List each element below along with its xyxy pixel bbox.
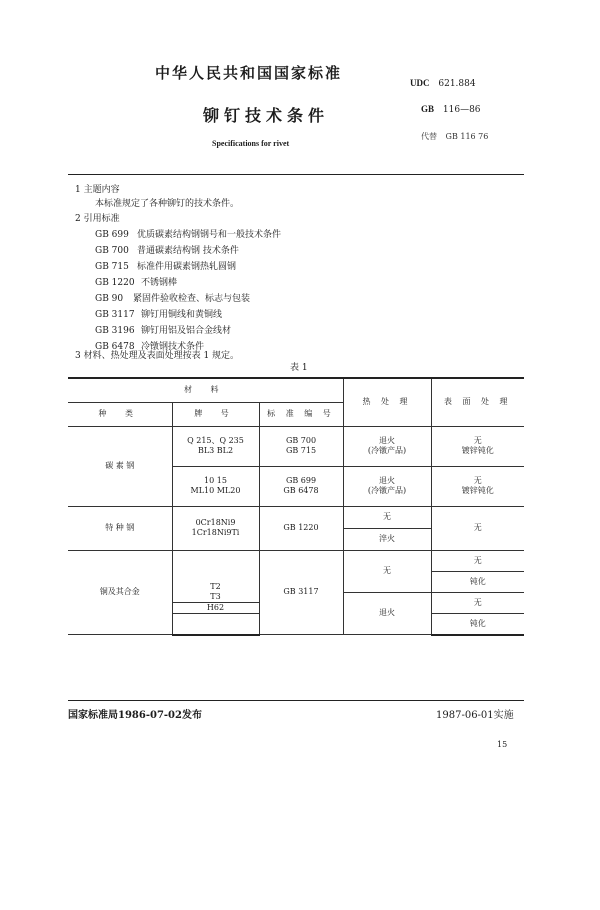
- reference-title: 标准件用碳素钢热轧圆钢: [137, 262, 237, 272]
- grade-cell: T3 H62: [172, 592, 259, 614]
- grade-cell: 0Cr18Ni9 1Cr18Ni9Ti: [172, 506, 259, 550]
- kind-carbon-steel: 碳 素 钢: [68, 426, 172, 506]
- reference-item: [95, 307, 222, 320]
- section-3-text: 3 材料、热处理及表面处理按表 1 规定。: [75, 351, 240, 361]
- udc-value: 621.884: [438, 79, 476, 89]
- kind-special-steel: 特 种 钢: [68, 506, 172, 550]
- reference-title: 铆钉用铜线和黄铜线: [141, 310, 223, 320]
- issue-date: 国家标准局1986-07-02发布: [68, 710, 202, 721]
- heat-cell: 退火 (冷镦产品): [343, 466, 431, 506]
- surface-cell: 无 镀锌钝化: [431, 426, 524, 466]
- reference-item: [95, 291, 250, 304]
- reference-code: GB 6478: [95, 342, 135, 352]
- reference-title: 优质碳素结构钢钢号和一般技术条件: [137, 230, 282, 240]
- reference-code: GB 715: [95, 262, 129, 272]
- surface-cell: 无: [431, 550, 524, 571]
- reference-code: GB 90: [95, 294, 124, 304]
- reference-code: GB 700: [95, 246, 129, 256]
- document-title: 铆钉技术条件: [203, 106, 330, 125]
- section-1-body: 本标准规定了各种铆钉的技术条件。: [95, 199, 240, 209]
- header-kind: 种 类: [68, 402, 172, 426]
- heat-cell: 淬火: [343, 528, 431, 550]
- reference-item: [95, 227, 281, 240]
- gb-number: [421, 104, 481, 115]
- reference-item: [95, 323, 231, 336]
- header-material: 材 料: [68, 378, 343, 402]
- reference-code: GB 3117: [95, 310, 135, 320]
- section-1-heading: 1 主题内容: [75, 185, 120, 195]
- grade-cell: Q 215、Q 235 BL3 BL2: [172, 426, 259, 466]
- replace-label: 代替: [421, 132, 437, 141]
- surface-cell: 钝化: [431, 571, 524, 592]
- standard-cell: GB 699 GB 6478: [259, 466, 343, 506]
- reference-item: [95, 243, 239, 256]
- udc-label: UDC: [410, 78, 430, 88]
- reference-title: 紧固件验收检查、标志与包装: [133, 294, 251, 304]
- heat-cell: 退火: [343, 592, 431, 635]
- surface-cell: 钝化: [431, 614, 524, 635]
- standard-cell: GB 700 GB 715: [259, 426, 343, 466]
- grade-cell: T2: [172, 550, 259, 592]
- heat-cell: 无: [343, 506, 431, 528]
- surface-cell: 无: [431, 592, 524, 614]
- reference-code: GB 3196: [95, 326, 135, 336]
- gb-label: GB: [421, 104, 435, 114]
- reference-item: [95, 259, 236, 272]
- grade-cell-empty: [172, 614, 259, 635]
- kind-copper-alloy: 铜及其合金: [68, 550, 172, 635]
- reference-code: GB 1220: [95, 278, 135, 288]
- heat-cell: 退火 (冷镦产品): [343, 426, 431, 466]
- reference-title: 冷镦钢技术条件: [141, 342, 205, 352]
- surface-cell: 无 镀锌钝化: [431, 466, 524, 506]
- header-rule: [68, 174, 524, 175]
- surface-cell: 无: [431, 506, 524, 550]
- standard-cell: GB 1220: [259, 506, 343, 550]
- document-subtitle: Specifications for rivet: [212, 139, 290, 148]
- grade-cell: 10 15 ML10 ML20: [172, 466, 259, 506]
- reference-item: [95, 275, 177, 288]
- udc-code: [410, 78, 476, 89]
- reference-title: 铆钉用铝及铝合金线材: [141, 326, 232, 336]
- standard-name: 中华人民共和国国家标准: [155, 64, 343, 82]
- header-standard-no: 标 准 编 号: [259, 402, 343, 426]
- section-2-heading: 2 引用标准: [75, 214, 120, 224]
- standard-cell: GB 3117: [259, 550, 343, 635]
- reference-code: GB 699: [95, 230, 129, 240]
- heat-cell: 无: [343, 550, 431, 592]
- header-surface-treatment: 表 面 处 理: [431, 378, 524, 426]
- table-caption: 表 1: [290, 363, 308, 373]
- reference-title: 普通碳素结构钢 技术条件: [137, 246, 239, 256]
- effective-date: 1987-06-01实施: [436, 710, 514, 721]
- header-grade: 牌 号: [172, 402, 259, 426]
- replace-value: GB 116 76: [445, 132, 489, 141]
- gb-value: 116—86: [442, 105, 481, 115]
- table-1: [68, 377, 524, 636]
- page-number: 15: [497, 740, 508, 749]
- footer-rule: [68, 700, 524, 701]
- reference-title: 不锈钢棒: [141, 278, 178, 288]
- replaces: [421, 131, 488, 142]
- header-heat-treatment: 热 处 理: [343, 378, 431, 426]
